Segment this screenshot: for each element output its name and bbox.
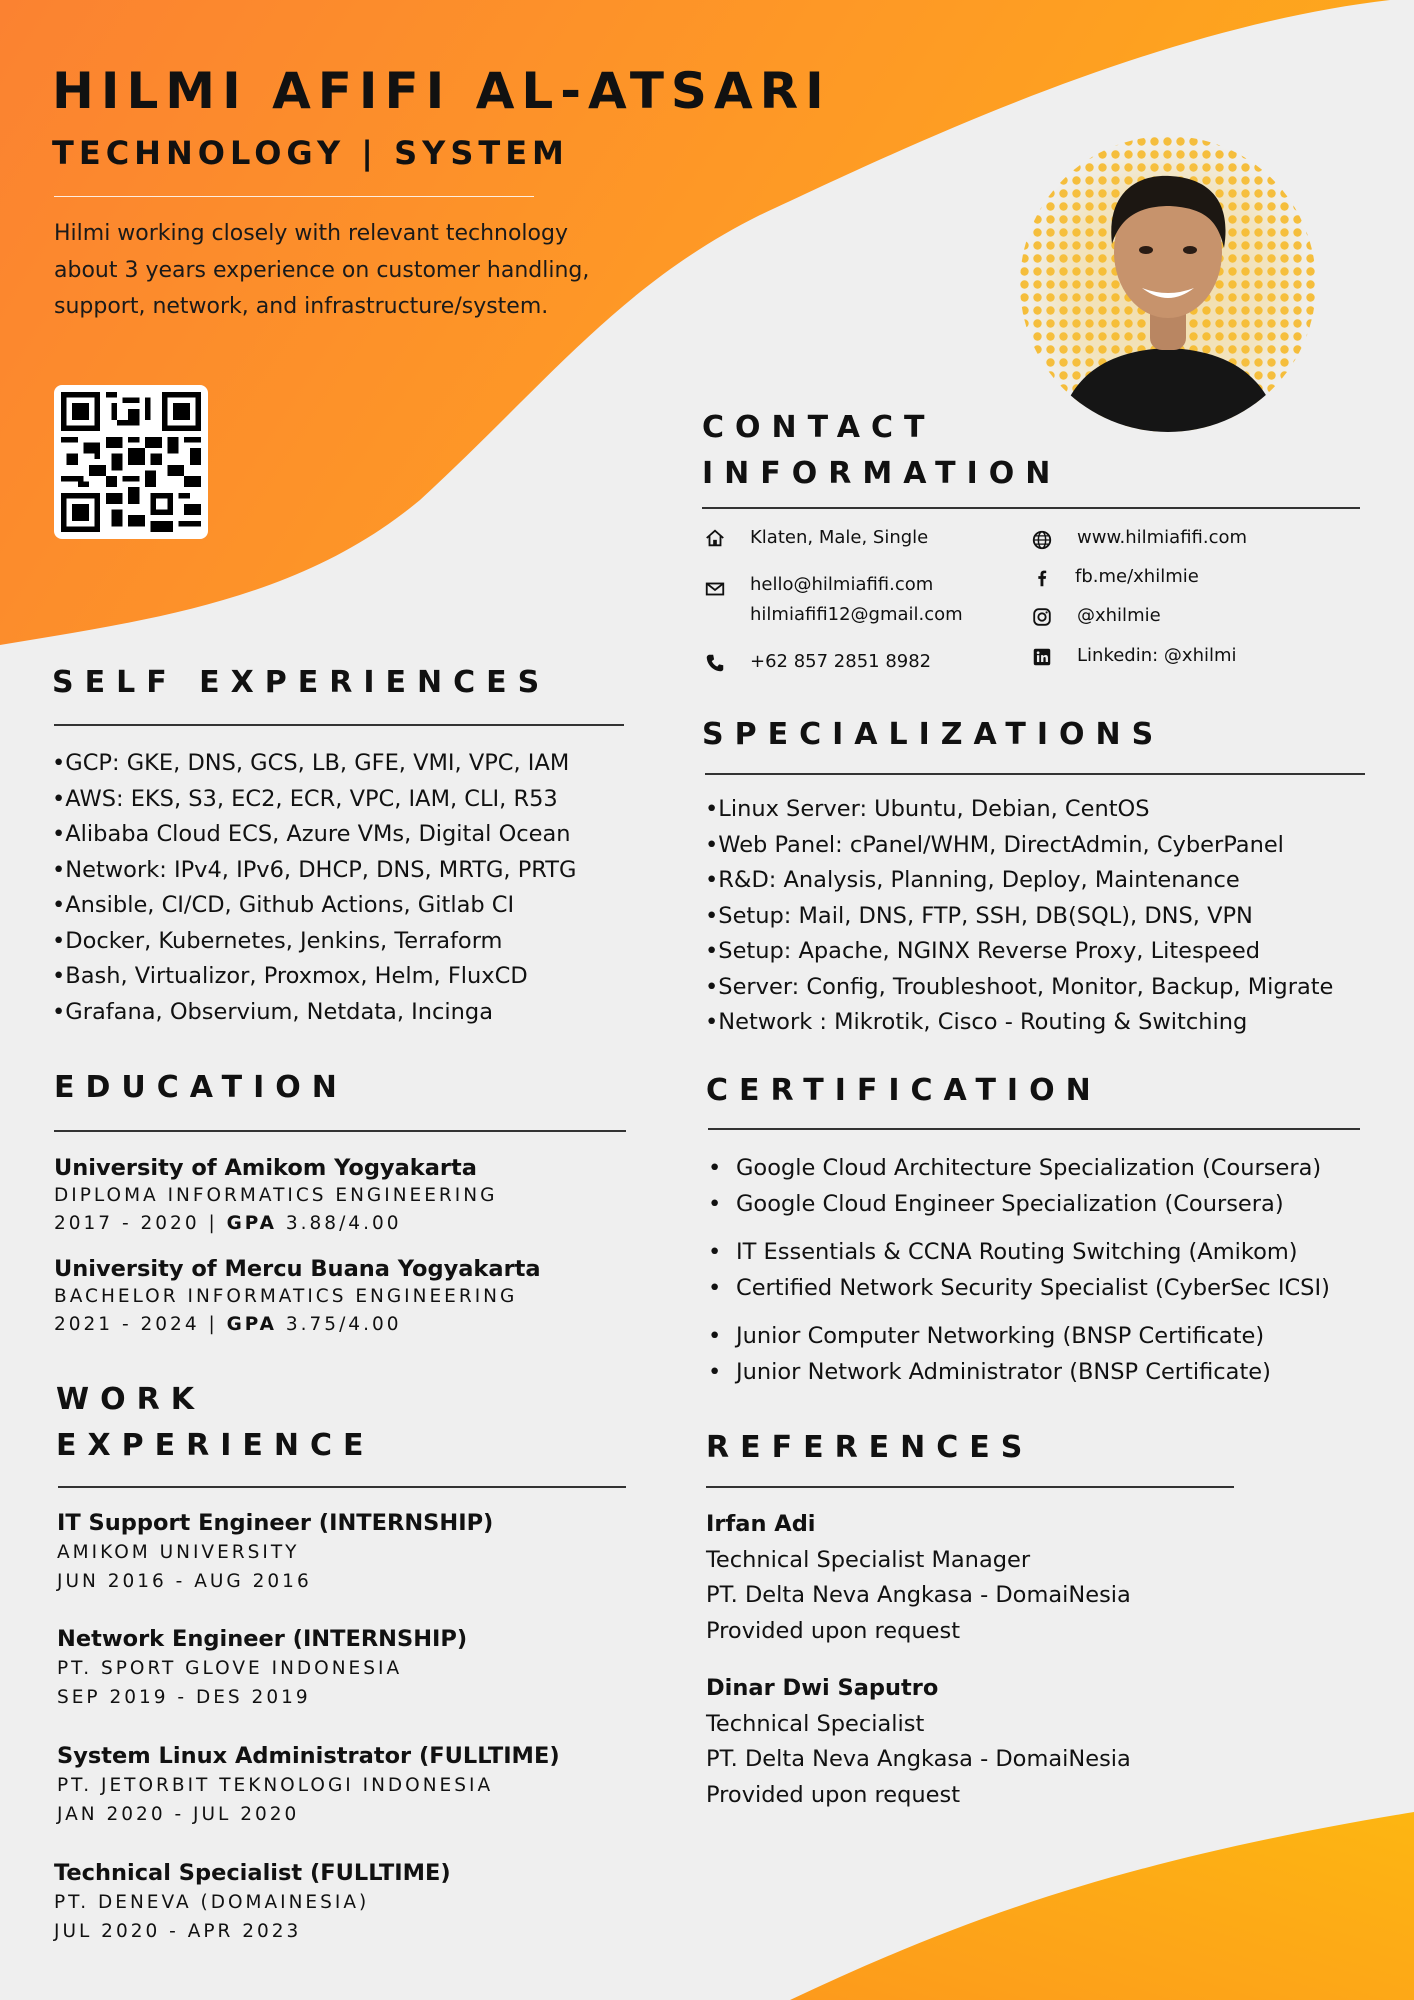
- profile-photo: [1018, 122, 1318, 432]
- job-period: SEP 2019 - DES 2019: [57, 1687, 311, 1708]
- contact-email-secondary[interactable]: hilmiafifi12@gmail.com: [750, 604, 963, 625]
- reference-entry: [706, 1507, 1131, 1649]
- job-company: PT. DENEVA (DOMAINESIA): [54, 1892, 370, 1913]
- list-item: • Bash, Virtualizor, Proxmox, Helm, FluxCD: [52, 959, 576, 995]
- contact-heading: CONTACT INFORMATION: [702, 410, 1062, 491]
- list-item: • Docker, Kubernetes, Jenkins, Terraform: [52, 924, 576, 960]
- profile-summary: Hilmi working closely with relevant technology about 3 years experience on customer handling, support, network, and infrastructure/system.: [54, 221, 590, 319]
- job-entry: [57, 1624, 467, 1712]
- list-item: • Google Cloud Architecture Specialization (Coursera): [706, 1151, 1330, 1187]
- header-divider: [54, 196, 534, 197]
- job-period: JAN 2020 - JUL 2020: [57, 1804, 300, 1825]
- job-company: PT. JETORBIT TEKNOLOGI INDONESIA: [57, 1775, 494, 1796]
- facebook-icon: [1031, 567, 1053, 589]
- education-entry: [54, 1154, 497, 1238]
- education-entry: [54, 1255, 541, 1339]
- list-item: • GCP: GKE, DNS, GCS, LB, GFE, VMI, VPC, IAM: [52, 746, 576, 782]
- self-experiences-heading: SELF EXPERIENCES: [52, 665, 551, 700]
- list-item: • Linux Server: Ubuntu, Debian, CentOS: [705, 792, 1333, 828]
- self-experiences-divider: [54, 724, 624, 726]
- list-item: • Setup: Apache, NGINX Reverse Proxy, Litespeed: [705, 934, 1333, 970]
- education-years: 2021 - 2024 | GPA 3.75/4.00: [54, 1314, 402, 1335]
- reference-note: Provided upon request: [706, 1617, 961, 1644]
- job-company: AMIKOM UNIVERSITY: [57, 1542, 300, 1563]
- education-years: 2017 - 2020 | GPA 3.88/4.00: [54, 1213, 402, 1234]
- home-icon: [704, 527, 726, 549]
- list-item: • Ansible, CI/CD, Github Actions, Gitlab CI: [52, 888, 576, 924]
- reference-note: Provided upon request: [706, 1781, 961, 1808]
- reference-position: Technical Specialist Manager: [706, 1546, 1031, 1573]
- linkedin-icon: [1031, 646, 1053, 668]
- contact-linkedin[interactable]: Linkedin: @xhilmi: [1077, 645, 1237, 666]
- references-heading: REFERENCES: [706, 1430, 1034, 1465]
- job-period: JUL 2020 - APR 2023: [54, 1921, 302, 1942]
- instagram-icon: [1031, 606, 1053, 628]
- reference-name: Irfan Adi: [706, 1511, 816, 1537]
- list-item: • Network : Mikrotik, Cisco - Routing & Switching: [705, 1005, 1333, 1041]
- contact-instagram[interactable]: @xhilmie: [1077, 605, 1161, 626]
- mail-icon: [704, 578, 726, 600]
- certification-list: [706, 1151, 1330, 1390]
- contact-website[interactable]: www.hilmiafifi.com: [1077, 527, 1248, 548]
- globe-icon: [1031, 529, 1053, 551]
- job-title: IT Support Engineer (INTERNSHIP): [57, 1510, 494, 1536]
- job-title: System Linux Administrator (FULLTIME): [57, 1743, 560, 1769]
- list-item: • Junior Network Administrator (BNSP Certificate): [706, 1355, 1330, 1391]
- job-period: JUN 2016 - AUG 2016: [57, 1571, 312, 1592]
- contact-divider: [702, 507, 1360, 509]
- reference-entry: [706, 1671, 1131, 1813]
- education-divider: [54, 1130, 626, 1132]
- list-item: • Grafana, Observium, Netdata, Incinga: [52, 995, 576, 1031]
- education-school: University of Mercu Buana Yogyakarta: [54, 1256, 541, 1282]
- job-title: Network Engineer (INTERNSHIP): [57, 1626, 468, 1652]
- list-item: • Network: IPv4, IPv6, DHCP, DNS, MRTG, PRTG: [52, 853, 576, 889]
- specializations-heading: SPECIALIZATIONS: [702, 717, 1165, 752]
- list-item: • Google Cloud Engineer Specialization (Coursera): [706, 1187, 1330, 1223]
- list-item: • Server: Config, Troubleshoot, Monitor, Backup, Migrate: [705, 970, 1333, 1006]
- work-experience-heading: WORK EXPERIENCE: [56, 1382, 375, 1463]
- candidate-name: HILMI AFIFI AL-ATSARI: [52, 62, 831, 120]
- work-experience-divider: [58, 1486, 626, 1488]
- list-item: • Certified Network Security Specialist (CyberSec ICSI): [706, 1271, 1330, 1307]
- contact-location: Klaten, Male, Single: [750, 527, 929, 548]
- reference-company: PT. Delta Neva Angkasa - DomaiNesia: [706, 1582, 1131, 1608]
- self-experiences-list: [52, 746, 576, 1030]
- list-item: • Alibaba Cloud ECS, Azure VMs, Digital Ocean: [52, 817, 576, 853]
- list-item: • IT Essentials & CCNA Routing Switching (Amikom): [706, 1235, 1330, 1271]
- reference-name: Dinar Dwi Saputro: [706, 1675, 939, 1701]
- contact-phone[interactable]: +62 857 2851 8982: [750, 651, 932, 672]
- job-entry: [54, 1858, 451, 1946]
- qr-code: [54, 385, 208, 539]
- job-entry: [57, 1741, 560, 1829]
- job-entry: [57, 1508, 493, 1596]
- job-company: PT. SPORT GLOVE INDONESIA: [57, 1658, 403, 1679]
- certification-heading: CERTIFICATION: [706, 1073, 1102, 1108]
- list-item: • AWS: EKS, S3, EC2, ECR, VPC, IAM, CLI, R53: [52, 782, 576, 818]
- reference-position: Technical Specialist: [706, 1710, 925, 1737]
- list-item: • Junior Computer Networking (BNSP Certificate): [706, 1319, 1330, 1355]
- references-divider: [706, 1486, 1234, 1488]
- contact-facebook[interactable]: fb.me/xhilmie: [1075, 566, 1199, 587]
- education-degree: BACHELOR INFORMATICS ENGINEERING: [54, 1286, 518, 1307]
- candidate-role: TECHNOLOGY | SYSTEM: [52, 134, 569, 172]
- phone-icon: [704, 652, 726, 674]
- job-title: Technical Specialist (FULLTIME): [54, 1860, 451, 1886]
- reference-company: PT. Delta Neva Angkasa - DomaiNesia: [706, 1746, 1131, 1772]
- education-degree: DIPLOMA INFORMATICS ENGINEERING: [54, 1185, 498, 1206]
- certification-divider: [708, 1128, 1360, 1130]
- specializations-list: [705, 792, 1333, 1041]
- contact-email-primary[interactable]: hello@hilmiafifi.com: [750, 574, 934, 595]
- education-heading: EDUCATION: [54, 1070, 348, 1105]
- specializations-divider: [705, 773, 1365, 775]
- list-item: • Setup: Mail, DNS, FTP, SSH, DB(SQL), DNS, VPN: [705, 899, 1333, 935]
- education-school: University of Amikom Yogyakarta: [54, 1155, 477, 1181]
- list-item: • Web Panel: cPanel/WHM, DirectAdmin, CyberPanel: [705, 828, 1333, 864]
- list-item: • R&D: Analysis, Planning, Deploy, Maintenance: [705, 863, 1333, 899]
